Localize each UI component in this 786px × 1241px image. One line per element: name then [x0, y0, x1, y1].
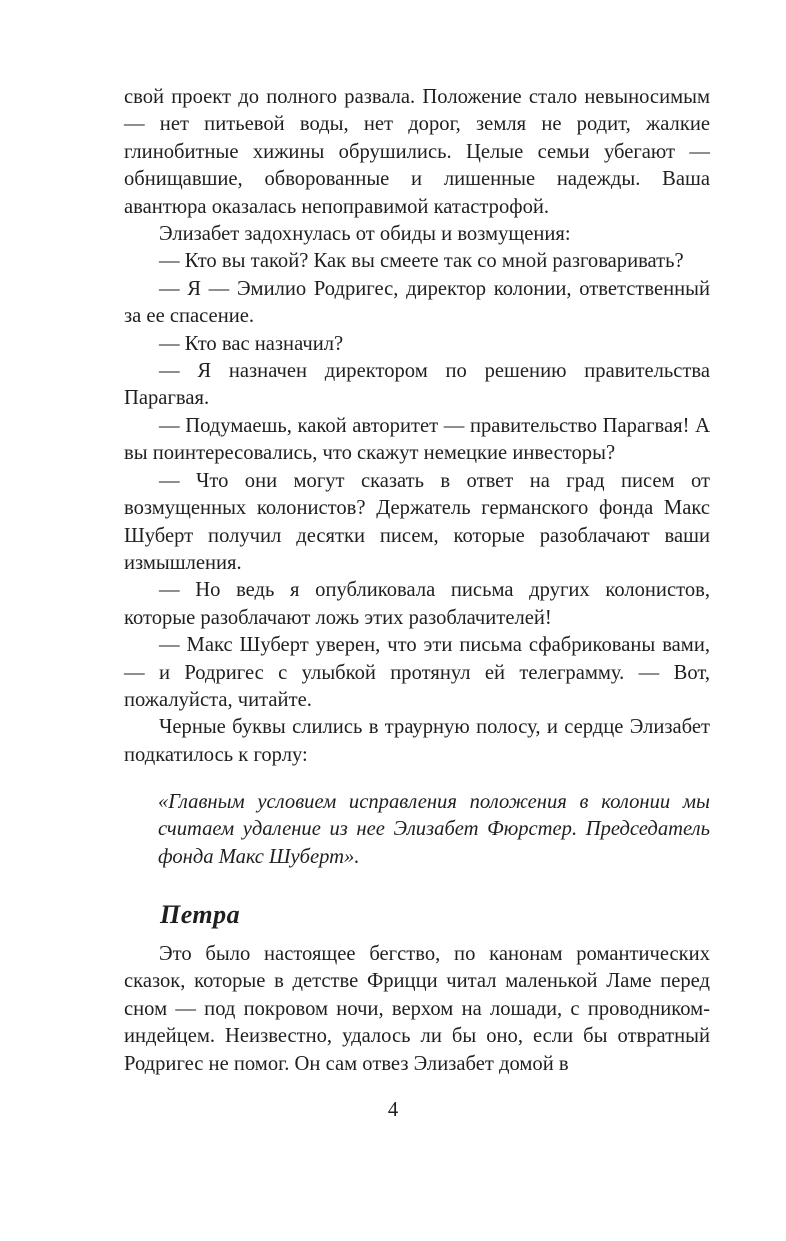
- paragraph: Элизабет задохнулась от обиды и возмущения:: [159, 223, 571, 246]
- telegram-quote: [158, 789, 710, 871]
- dialogue-line: — Макс Шуберт уверен, что эти письма сфабрикованы вами, — и Родригес с улыбкой протянул ей телеграмму. — Вот, пожалуйста, читайте.: [124, 634, 710, 711]
- paragraph: Черные буквы слились в траурную полосу, и сердце Элизабет подкатилось к горлу:: [124, 716, 710, 766]
- page-number: 4: [387, 1099, 399, 1121]
- dialogue-line: — Подумаешь, какой авторитет — правительство Парагвая! А вы поинтересовались, что скажут немецкие инвесторы?: [124, 414, 710, 465]
- paragraph: Это было настоящее бегство, по канонам романтических сказок, которые в детстве Фрицци читал маленькой Ламе перед сном — под покровом ночи, верхом на лошади, с проводником-индейцем. Неизвестно, удалось ли бы оно, если бы отвратный Родригес не помог. Он сам отвез Элизабет домой в: [124, 943, 710, 1075]
- dialogue-line: — Кто вы такой? Как вы смеете так со мной разговаривать?: [159, 250, 684, 273]
- dialogue-line: — Кто вас назначил?: [159, 332, 344, 355]
- dialogue-line: — Я назначен директором по решению правительства Парагвая.: [124, 360, 710, 410]
- dialogue-line: — Но ведь я опубликовала письма других колонистов, которые разоблачают ложь этих разоблачителей!: [124, 579, 710, 629]
- dialogue-line: — Я — Эмилио Родригес, директор колонии, ответственный за ее спасение.: [124, 277, 710, 328]
- main-text-block: [124, 84, 710, 769]
- section-heading: Петра: [160, 900, 241, 929]
- dialogue-line: — Что они могут сказать в ответ на град писем от возмущенных колонистов? Держатель германского фонда Макс Шуберт получил десятки писем, которые разоблачают ваши измышления.: [124, 469, 710, 574]
- paragraph-continuation: свой проект до полного развала. Положение стало невыносимым — нет питьевой воды, нет дорог, земля не родит, жалкие глинобитные хижины обрушились. Целые семьи убегают — обнищавшие, обворованные и лишенные надежды. Ваша авантюра оказалась непоправимой катастрофой.: [124, 86, 710, 218]
- quote-text: «Главным условием исправления положения в колонии мы считаем удаление из нее Элизабет Фюрстер. Председатель фонда Макс Шуберт».: [158, 791, 710, 868]
- section-text-block: [124, 941, 710, 1078]
